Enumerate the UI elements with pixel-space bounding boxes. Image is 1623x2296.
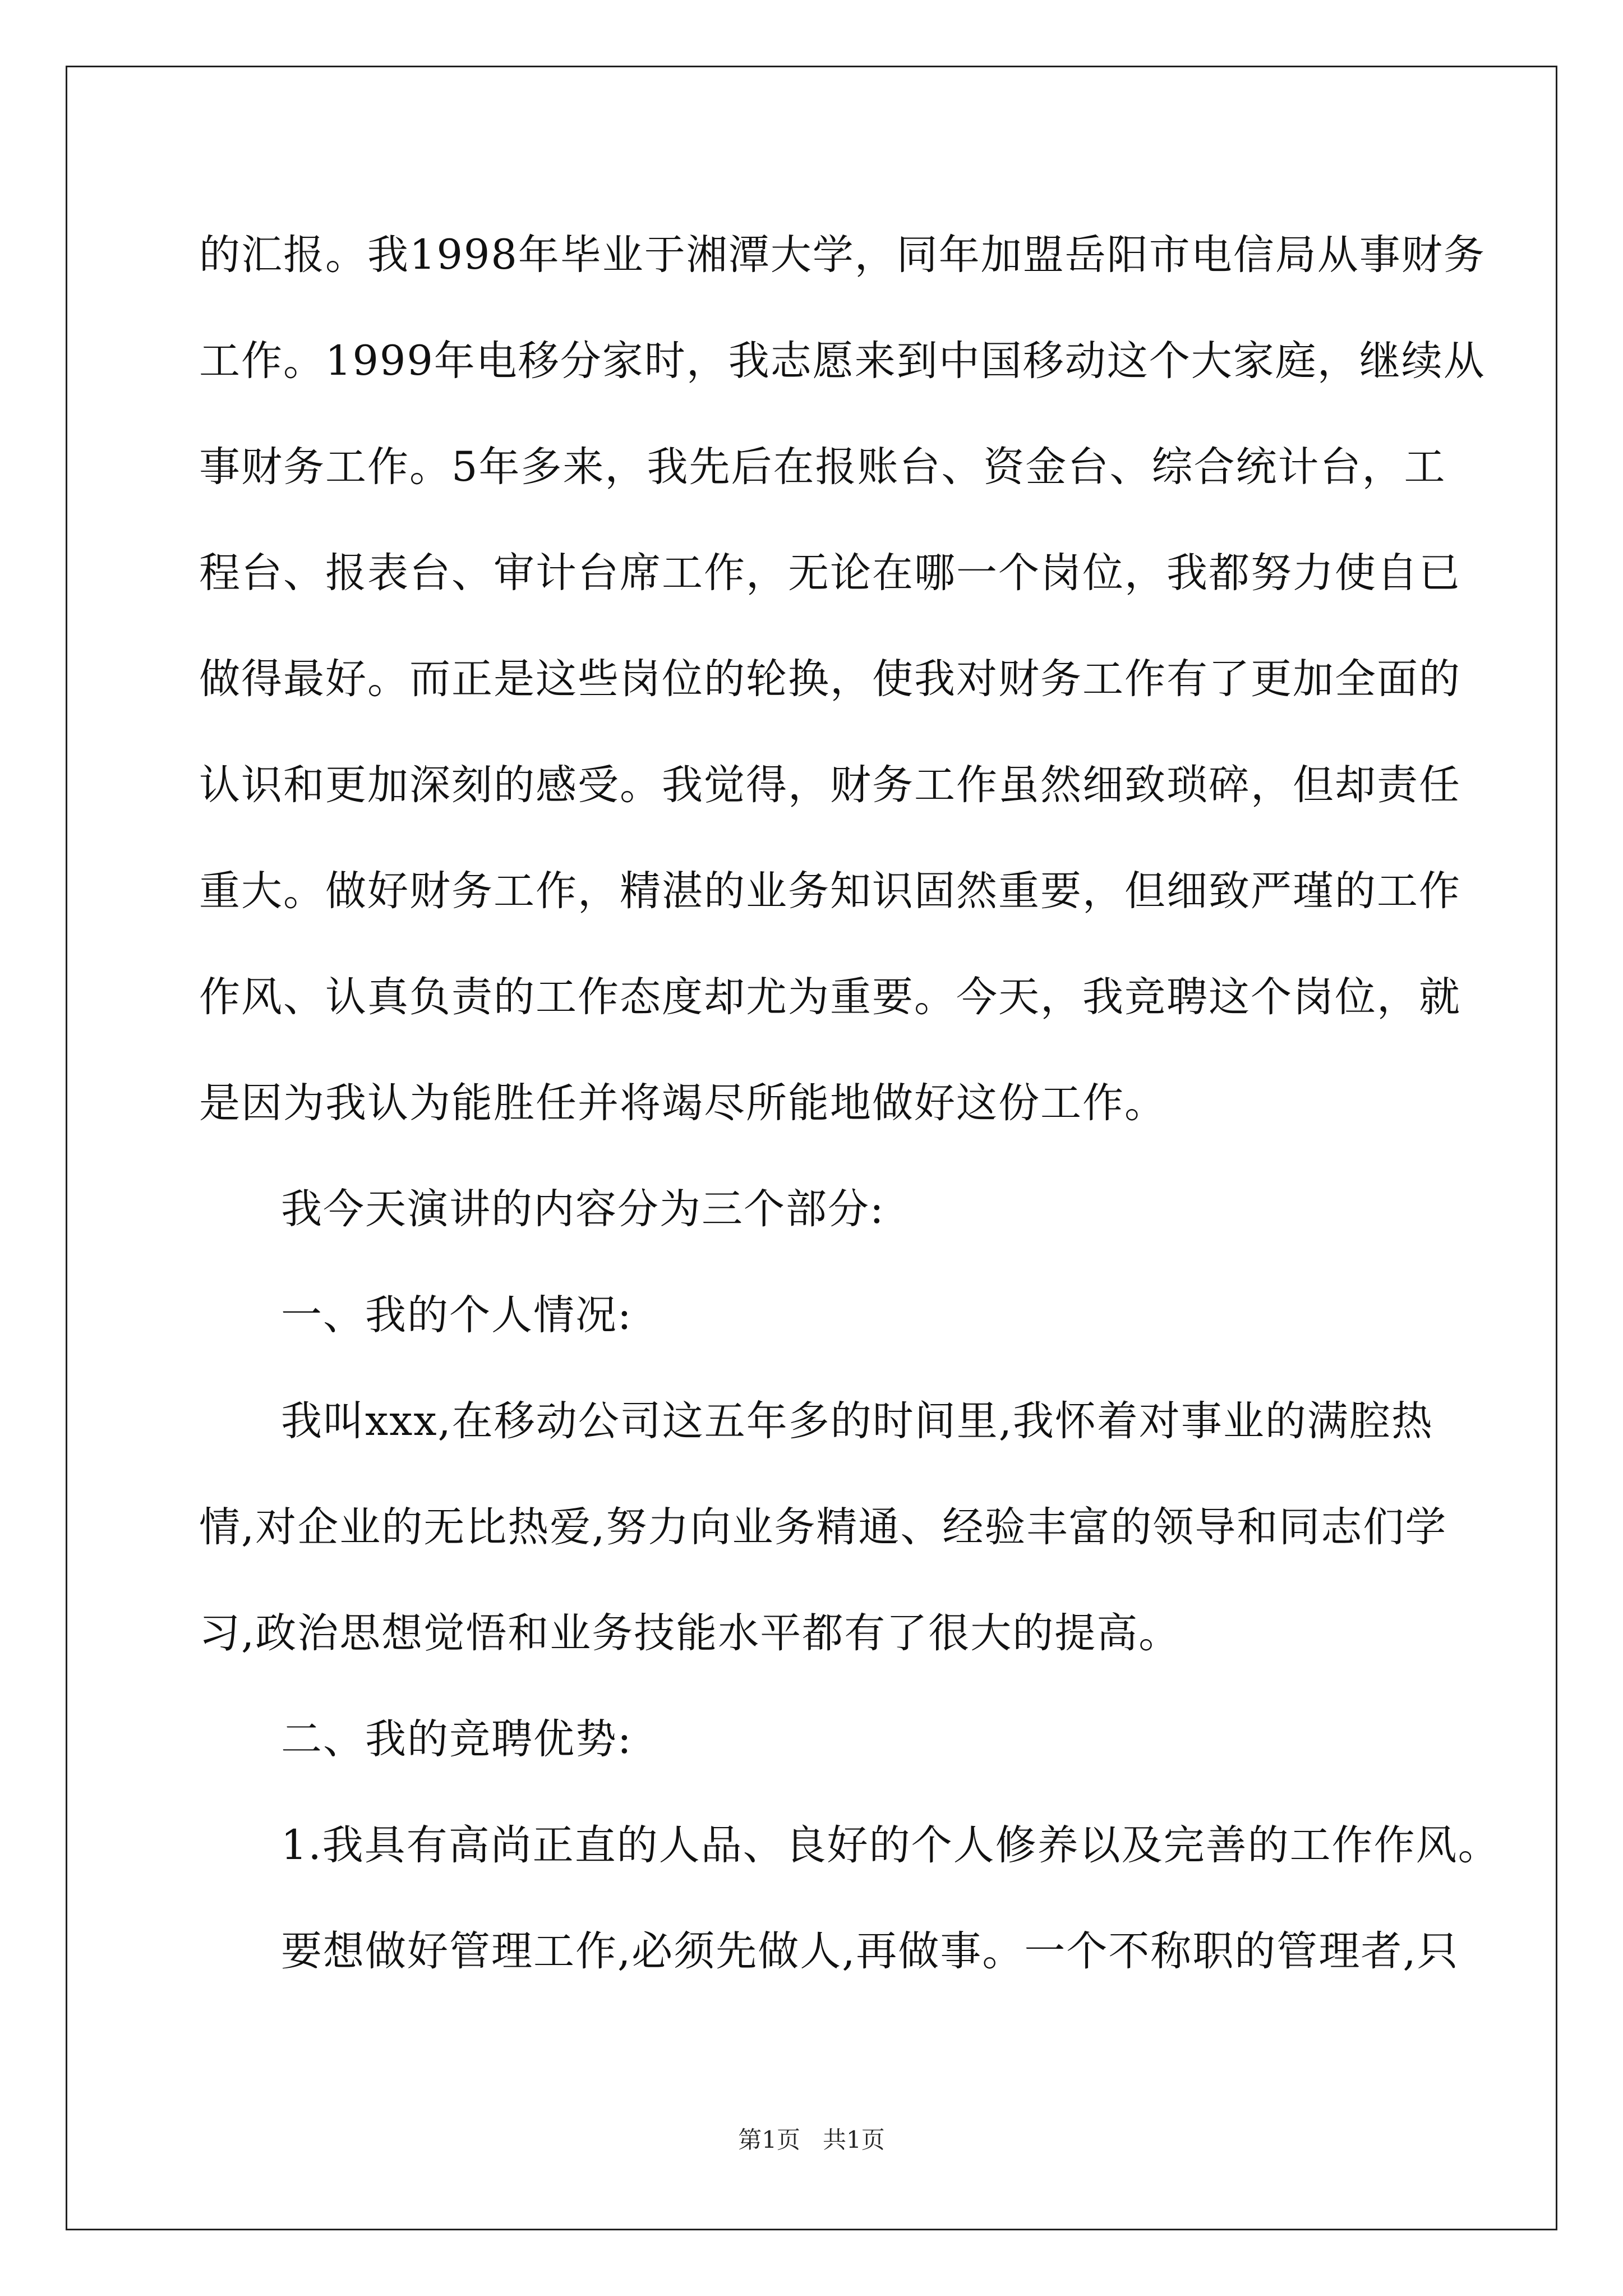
list-item-1: 1.我具有高尚正直的人品、良好的个人修养以及完善的工作作风。 (281, 1821, 1500, 1869)
section-heading-1: 一、我的个人情况: (281, 1291, 633, 1339)
text-line-5: 做得最好。而正是这些岗位的轮换，使我对财务工作有了更加全面的 (199, 655, 1461, 703)
text-line-3: 事财务工作。5年多来，我先后在报账台、资金台、综合统计台，工 (199, 443, 1446, 491)
text-line-7: 重大。做好财务工作，精湛的业务知识固然重要，但细致严瑾的工作 (199, 867, 1461, 915)
text-line-14: 习,政治思想觉悟和业务技能水平都有了很大的提高。 (199, 1609, 1181, 1657)
text-line-1: 的汇报。我1998年毕业于湘潭大学，同年加盟岳阳市电信局从事财务 (199, 231, 1486, 279)
section-heading-2: 二、我的竞聘优势: (281, 1715, 633, 1763)
text-line-12: 我叫xxx,在移动公司这五年多的时间里,我怀着对事业的满腔热 (281, 1397, 1433, 1445)
text-line-9: 是因为我认为能胜任并将竭尽所能地做好这份工作。 (199, 1079, 1166, 1127)
text-line-8: 作风、认真负责的工作态度却尤为重要。今天，我竞聘这个岗位，就 (199, 973, 1461, 1021)
text-line-4: 程台、报表台、审计台席工作，无论在哪一个岗位，我都努力使自已 (199, 549, 1461, 597)
text-line-13: 情,对企业的无比热爱,努力向业务精通、经验丰富的领导和同志们学 (199, 1503, 1447, 1551)
text-line-17: 要想做好管理工作,必须先做人,再做事。一个不称职的管理者,只 (281, 1927, 1459, 1975)
text-line-6: 认识和更加深刻的感受。我觉得，财务工作虽然细致琐碎，但却责任 (199, 761, 1461, 809)
text-line-2: 工作。1999年电移分家时，我志愿来到中国移动这个大家庭，继续从 (199, 337, 1486, 385)
page-footer: 第1页 共1页 (738, 2126, 885, 2154)
section-intro: 我今天演讲的内容分为三个部分: (281, 1185, 885, 1233)
